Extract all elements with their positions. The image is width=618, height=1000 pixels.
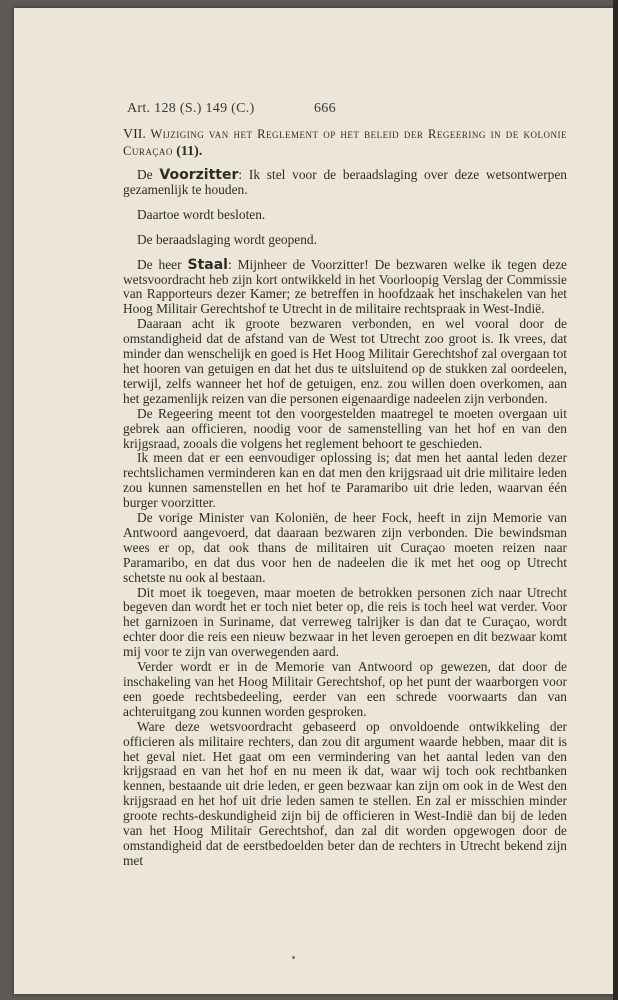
section-title: Wijziging van het Reglement op het beleid der Regeering in de kolonie Curaçao (123, 127, 567, 158)
paragraph: De vorige Minister van Koloniën, de heer Fock, heeft in zijn Memorie van Antwoord aangevoerd, dat daaraan bezwaren zijn verbonden. Die bewindsman wees er op, dat ook thans de militairen uit Curaçao moeten reizen naar Paramaribo, en dat dus voor hen de nadeelen die ik met het oog op Utrecht schetste nu ook al bestaan. (123, 510, 567, 585)
document-body (123, 126, 567, 869)
paragraph: Daartoe wordt besloten. (137, 206, 266, 222)
paragraph: Dit moet ik toegeven, maar moeten de betrokken personen zich naar Utrecht begeven dan wordt het er toch niet beter op, die reis is toch heel wat verder. Voor het garnizoen in Suriname, dat verreweg talrijker is dan dat te Curaçao, wordt echter door die reis een nieuw bezwaar in het leven geroepen en dit bezwaar komt mij voor te zijn van overwegenden aard. (123, 584, 567, 660)
paragraph: De heer Staal: Mijnheer de Voorzitter! De bezwaren welke ik tegen deze wetsvoordracht heb zijn kort ontwikkeld in het Voorloopig Verslag der Commissie van Rapporteurs dezer Kamer; ze betreffen in hoofdzaak het inschakelen van het Hoog Militair Gerechtshof te Utrecht in de militaire rechtspraak in West-Indië. (123, 256, 567, 317)
paragraph: Daaraan acht ik groote bezwaren verbonden, en wel vooral door de omstandigheid dat de afstand van de West tot Utrecht zoo groot is. Ik vrees, dat minder dan wenschelijk en goed is Het Hoog Militair Gerechtshof zal overgaan tot het hooren van getuigen en dat het dus te uitsluitend op de stukken zal oordeelen, terwijl, zelfs wanneer het hof de getuigen, enz. zou willen doen overkomen, aan het gezamenlijk reizen van die personen eigenaardige nadeelen zijn verbonden. (123, 316, 567, 406)
article-reference: Art. 128 (S.) 149 (C.) (127, 101, 255, 116)
paragraph: Verder wordt er in de Memorie van Antwoord op gewezen, dat door de inschakeling van het Hoog Militair Gerechtshof, op het punt der waarborgen voor een goede rechtsbedeeling, eerder van een schrede voorwaarts dan van achteruitgang zou kunnen worden gesproken. (123, 659, 567, 719)
section-number: (11). (176, 144, 203, 159)
paragraph: De beraadslaging wordt geopend. (137, 231, 317, 247)
page-number: 666 (314, 101, 336, 116)
speaker-name: Voorzitter (159, 167, 239, 183)
scan-edge (613, 0, 618, 1000)
page-speck (292, 956, 295, 959)
paragraph: Ware deze wetsvoordracht gebaseerd op onvoldoende ontwikkeling der officieren als militaire rechters, dan zou dit argument waarde hebben, maar dit is het geval niet. Het gaat om een vermindering van het aantal leden van den krijgsraad en van het hof en nu meen ik dat, waar wij toch ook rechtbanken kennen, bestaande uit drie leden, er geen bezwaar kan zijn om ook in de West den krijgsraad en het hof uit drie leden samen te stellen. En zal er misschien minder groote rechts-deskundigheid zijn bij de officieren in West-Indië dan bij de leden van het Hoog Militair Gerechtshof, dan zal dit worden opgewogen door de omstandigheid dat de eerstbedoelden beter dan de rechters in Utrecht bekend zijn met (123, 718, 567, 868)
speaker-name: Staal (187, 256, 228, 273)
section-roman-numeral: VII. (123, 127, 146, 142)
paragraph: Ik meen dat er een eenvoudiger oplossing is; dat men het aantal leden dezer rechtslichamen verminderen kan en dat men den krijgsraad uit drie militaire leden zou kunnen samenstellen en het hof te Paramaribo uit drie leden, waarvan één burger voorzitter. (123, 450, 567, 511)
paragraph: De Regeering meent tot den voorgestelden maatregel te moeten overgaan uit gebrek aan officieren, noodig voor de samenstelling van het hof en van den krijgsraad, zooals die volgens het reglement behoort te geschieden. (123, 405, 567, 451)
section-heading (123, 126, 567, 160)
paragraph: De Voorzitter: Ik stel voor de beraadslaging over deze wetsontwerpen gezamenlijk te houden. (123, 167, 567, 197)
